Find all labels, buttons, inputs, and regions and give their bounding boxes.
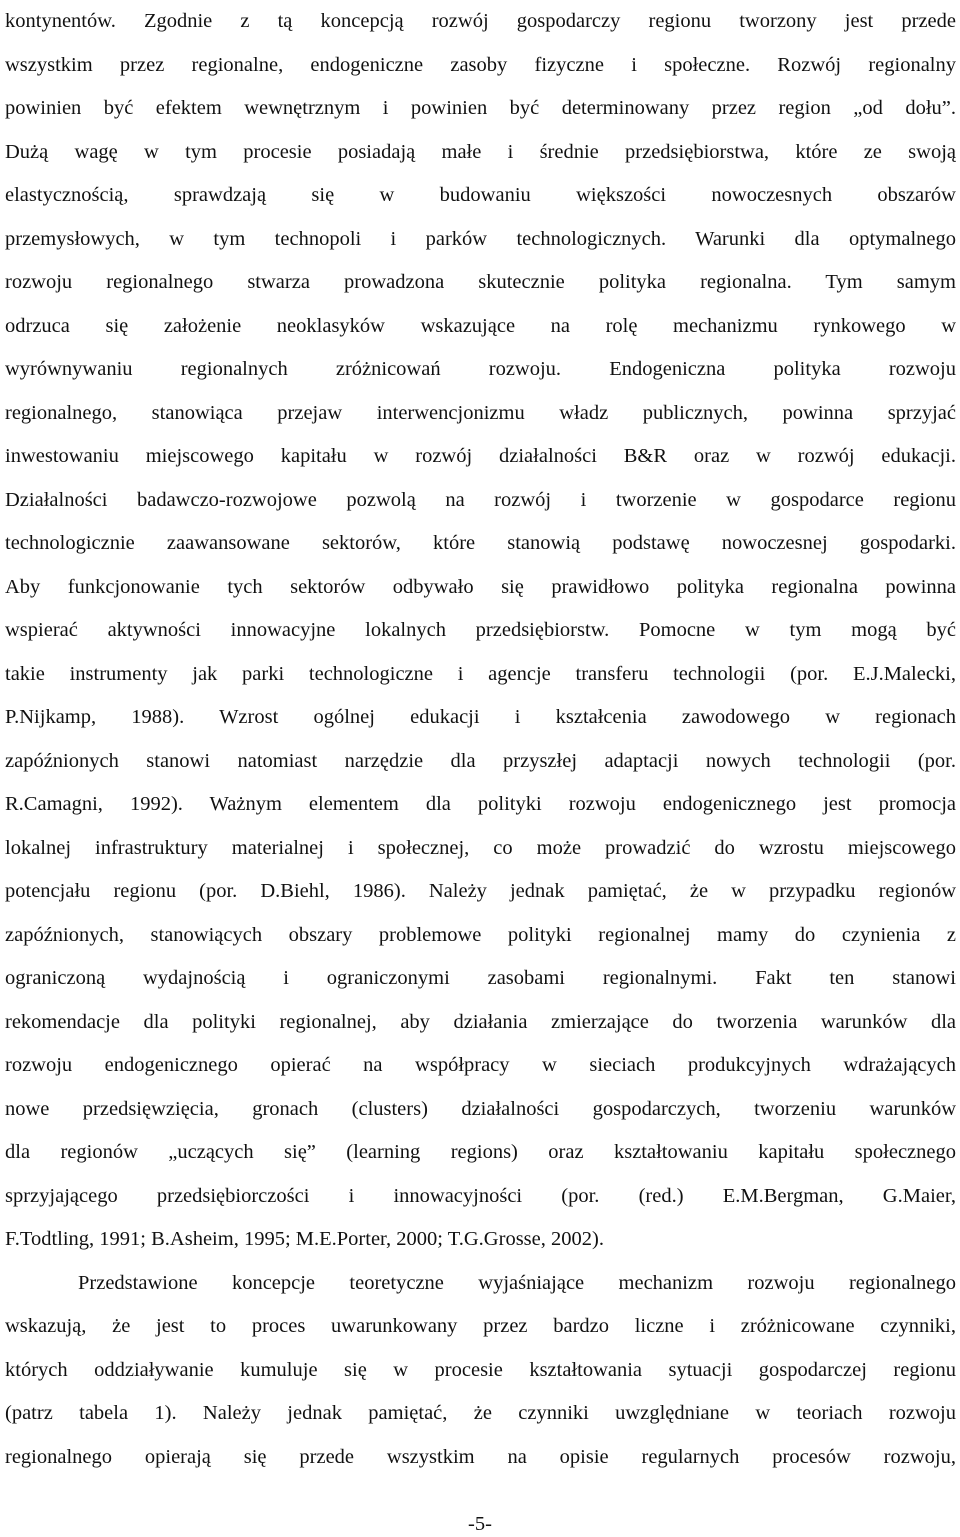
text-line: rozwoju regionalnego stwarza prowadzona skutecznie polityka regionalna. Tym samym — [5, 271, 956, 293]
text-line: Dużą wagę w tym procesie posiadają małe i średnie przedsiębiorstwa, które ze swoją — [5, 140, 956, 163]
text-line: których oddziaływanie kumuluje się w procesie kształtowania sytuacji gospodarczej regionu — [5, 1358, 956, 1381]
body-text — [5, 0, 956, 1479]
text-line: R.Camagni, 1992). Ważnym elementem dla polityki rozwoju endogenicznego jest promocja — [5, 793, 956, 815]
text-line: przemysłowych, w tym technopoli i parków technologicznych. Warunki dla optymalnego — [5, 227, 956, 250]
text-line: takie instrumenty jak parki technologiczne i agencje transferu technologii (por. E.J.Malecki, — [5, 662, 956, 685]
text-line: F.Todtling, 1991; B.Asheim, 1995; M.E.Porter, 2000; T.G.Grosse, 2002). — [5, 1228, 604, 1250]
text-line: odrzuca się założenie neoklasyków wskazujące na rolę mechanizmu rynkowego w — [5, 314, 956, 337]
text-line: zapóźnionych stanowi natomiast narzędzie dla przyszłej adaptacji nowych technologii (por. — [5, 749, 956, 772]
text-line: Działalności badawczo-rozwojowe pozwolą na rozwój i tworzenie w gospodarce regionu — [5, 488, 956, 511]
page-number: -5- — [468, 1513, 492, 1535]
text-line: potencjału regionu (por. D.Biehl, 1986). Należy jednak pamiętać, że w przypadku regionów — [5, 880, 956, 902]
text-line: sprzyjającego przedsiębiorczości i innowacyjności (por. (red.) E.M.Bergman, G.Maier, — [5, 1184, 956, 1207]
text-line: rozwoju endogenicznego opierać na współpracy w sieciach produkcyjnych wdrażających — [5, 1054, 956, 1076]
text-line: powinien być efektem wewnętrznym i powinien być determinowany przez region „od dołu”. — [5, 97, 956, 119]
text-line: technologicznie zaawansowane sektorów, które stanowią podstawę nowoczesnej gospodarki. — [5, 532, 956, 554]
text-line: wszystkim przez regionalne, endogeniczne zasoby fizyczne i społeczne. Rozwój regionalny — [5, 53, 956, 76]
text-line: Aby funkcjonowanie tych sektorów odbywało się prawidłowo polityka regionalna powinna — [5, 575, 956, 598]
text-line: zapóźnionych, stanowiących obszary problemowe polityki regionalnej mamy do czynienia z — [5, 923, 956, 946]
text-line: P.Nijkamp, 1988). Wzrost ogólnej edukacji i kształcenia zawodowego w regionach — [5, 706, 956, 728]
text-line: (patrz tabela 1). Należy jednak pamiętać, że czynniki uwzględniane w teoriach rozwoju — [5, 1402, 956, 1424]
text-line: regionalnego, stanowiąca przejaw interwencjonizmu władz publicznych, powinna sprzyjać — [5, 401, 956, 424]
text-line: elastycznością, sprawdzają się w budowaniu większości nowoczesnych obszarów — [5, 184, 956, 206]
text-line: wyrównywaniu regionalnych zróżnicowań rozwoju. Endogeniczna polityka rozwoju — [5, 358, 956, 380]
text-line: kontynentów. Zgodnie z tą koncepcją rozwój gospodarczy regionu tworzony jest przede — [5, 10, 956, 32]
text-line: dla regionów „uczących się” (learning regions) oraz kształtowaniu kapitału społecznego — [5, 1141, 956, 1163]
text-line: rekomendacje dla polityki regionalnej, aby działania zmierzające do tworzenia warunków dla — [5, 1010, 956, 1033]
text-line: nowe przedsięwzięcia, gronach (clusters) działalności gospodarczych, tworzeniu warunków — [5, 1097, 956, 1120]
text-line: Przedstawione koncepcje teoretyczne wyjaśniające mechanizm rozwoju regionalnego — [78, 1271, 956, 1294]
text-line: inwestowaniu miejscowego kapitału w rozwój działalności B&R oraz w rozwój edukacji. — [5, 445, 956, 467]
text-line: wspierać aktywności innowacyjne lokalnych przedsiębiorstw. Pomocne w tym mogą być — [5, 619, 956, 641]
text-line: regionalnego opierają się przede wszystkim na opisie regularnych procesów rozwoju, — [5, 1445, 956, 1468]
text-line: ograniczoną wydajnością i ograniczonymi zasobami regionalnymi. Fakt ten stanowi — [5, 967, 956, 989]
text-line: wskazują, że jest to proces uwarunkowany przez bardzo liczne i zróżnicowane czynniki, — [5, 1315, 956, 1337]
text-line: lokalnej infrastruktury materialnej i społecznej, co może prowadzić do wzrostu miejscowego — [5, 836, 956, 859]
